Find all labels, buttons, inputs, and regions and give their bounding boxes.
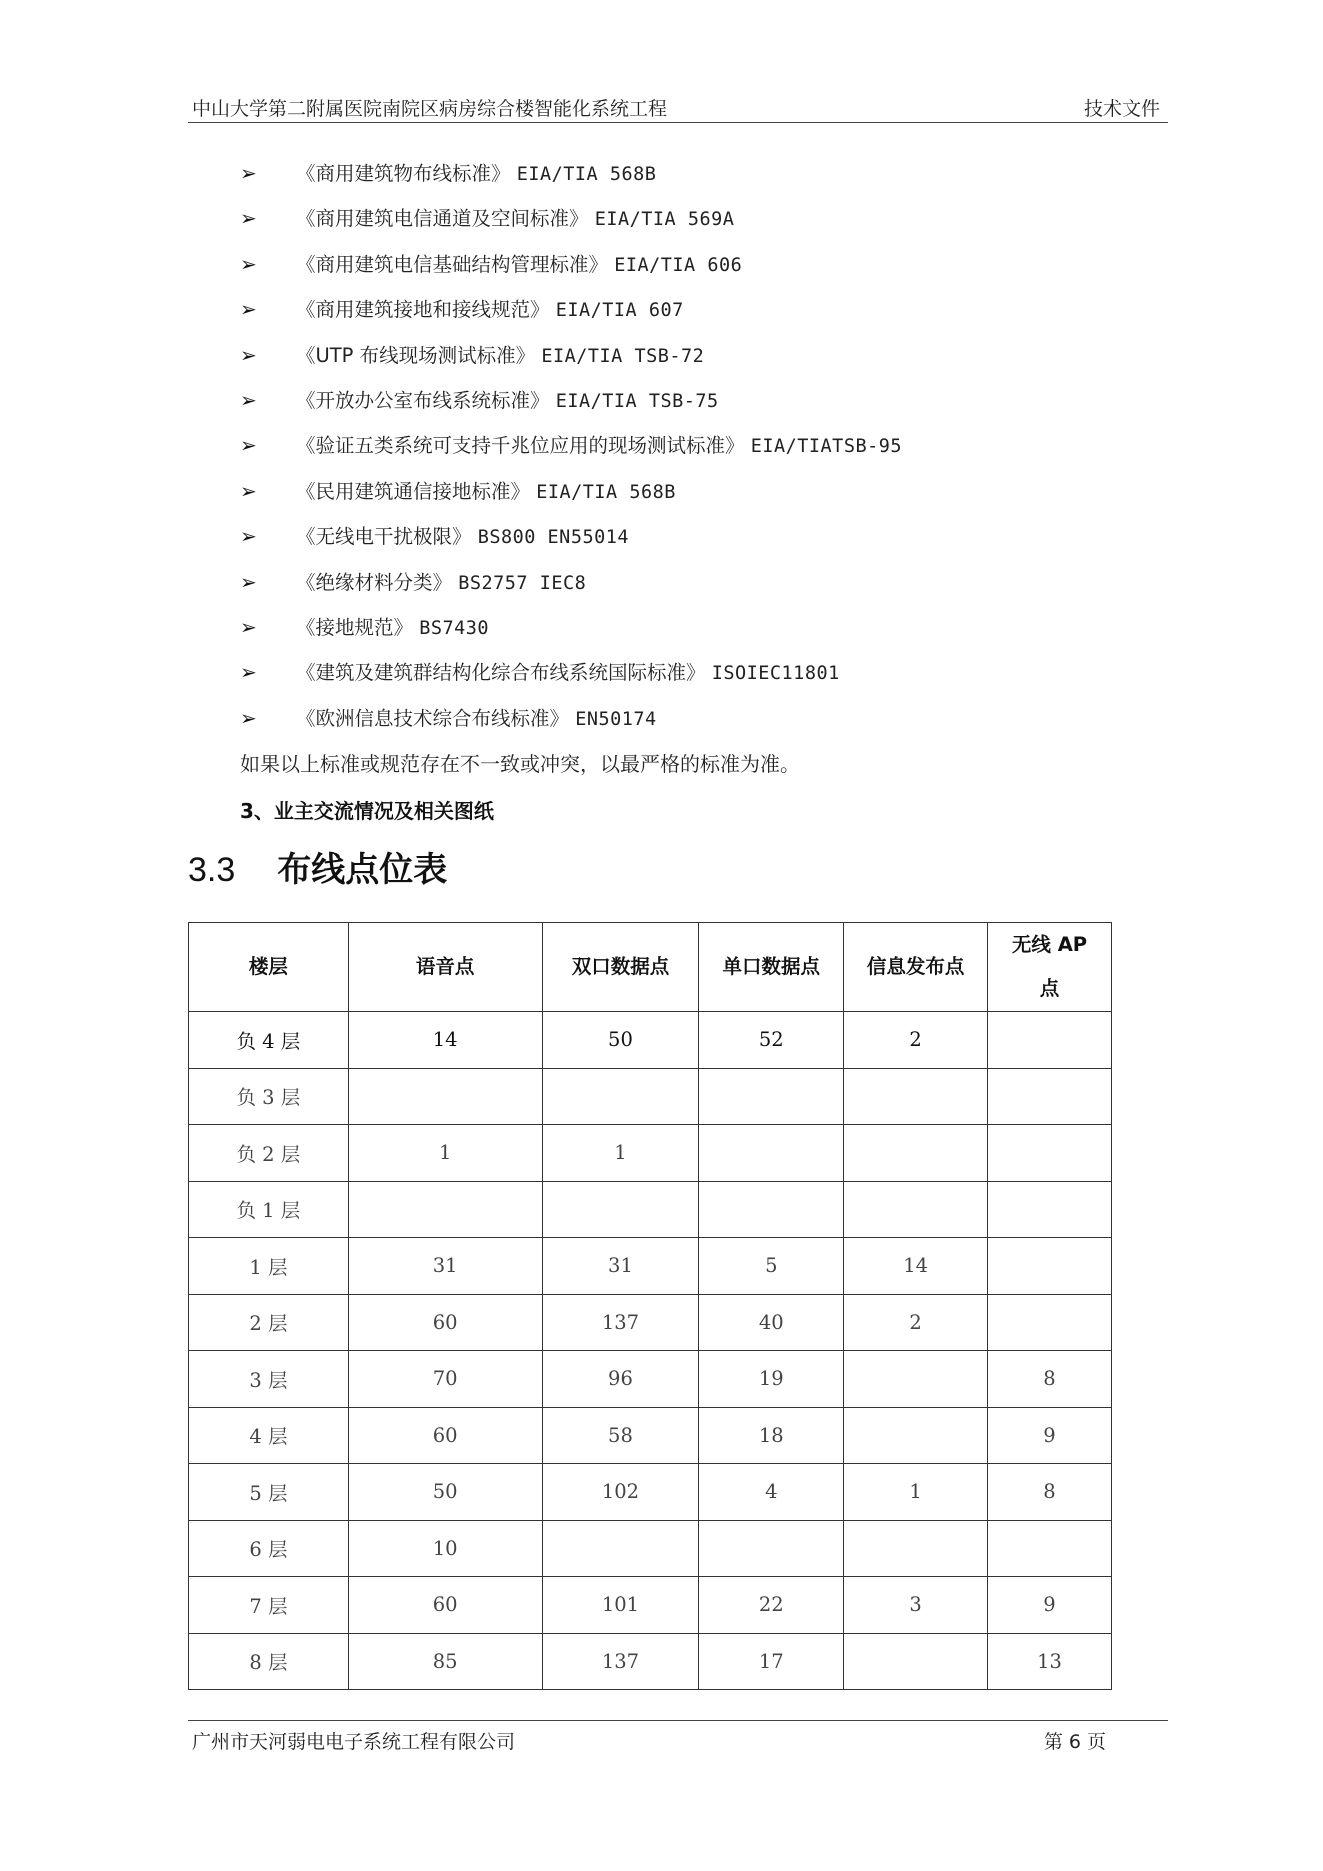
standard-item	[240, 609, 902, 654]
floor-cell: 8 层	[189, 1633, 349, 1690]
standard-item	[240, 654, 902, 699]
footer-page-number: 第 6 页	[1043, 1731, 1106, 1753]
bullet-arrow-icon: ➢	[240, 206, 257, 231]
standard-name: 《民用建筑通信接地标准》	[296, 479, 531, 503]
count-cell	[844, 1181, 988, 1238]
bullet-arrow-icon: ➢	[240, 342, 257, 367]
standard-name: 《商用建筑接地和接线规范》	[296, 298, 550, 322]
table-row	[189, 1351, 1112, 1408]
table-row	[189, 1633, 1112, 1690]
count-cell: 9	[988, 1407, 1112, 1464]
count-cell: 60	[348, 1407, 542, 1464]
section-number: 3.3	[188, 851, 236, 889]
count-cell	[542, 1520, 699, 1577]
count-cell: 70	[348, 1351, 542, 1408]
floor-cell: 1 层	[189, 1238, 349, 1295]
table-row	[189, 1068, 1112, 1125]
count-cell: 101	[542, 1577, 699, 1634]
floor-cell: 5 层	[189, 1464, 349, 1521]
count-cell: 31	[542, 1238, 699, 1295]
footer-company: 广州市天河弱电电子系统工程有限公司	[192, 1731, 516, 1753]
count-cell: 2	[844, 1012, 988, 1069]
wiring-points-table	[188, 922, 1112, 1690]
standard-code: BS2757 IEC8	[458, 572, 587, 594]
count-cell: 52	[699, 1012, 844, 1069]
count-cell	[988, 1520, 1112, 1577]
standard-code: BS800 EN55014	[477, 527, 630, 549]
bullet-arrow-icon: ➢	[240, 161, 257, 185]
count-cell	[699, 1520, 844, 1577]
standard-item	[240, 473, 902, 518]
count-cell	[988, 1294, 1112, 1351]
standard-name: 《开放办公室布线系统标准》	[296, 388, 550, 412]
page-header	[188, 92, 1168, 123]
col-header-wireless-ap-label: 无线 AP 点	[1011, 933, 1088, 1000]
page-footer	[188, 1720, 1168, 1755]
bullet-arrow-icon: ➢	[240, 614, 257, 639]
count-cell	[844, 1351, 988, 1408]
standard-name: 《商用建筑物布线标准》	[296, 162, 511, 185]
standard-item	[240, 700, 902, 745]
standard-name: 《验证五类系统可支持千兆位应用的现场测试标准》	[296, 434, 745, 458]
bullet-arrow-icon: ➢	[240, 705, 257, 730]
count-cell: 3	[844, 1577, 988, 1634]
col-header-dual-data: 双口数据点	[542, 923, 699, 1012]
count-cell	[988, 1181, 1112, 1238]
count-cell: 8	[988, 1351, 1112, 1408]
count-cell: 58	[542, 1407, 699, 1464]
col-header-voice: 语音点	[348, 923, 542, 1012]
floor-cell: 4 层	[189, 1407, 349, 1464]
count-cell	[988, 1012, 1112, 1069]
standard-name: 《UTP 布线现场测试标准》	[296, 343, 536, 367]
header-title: 中山大学第二附属医院南院区病房综合楼智能化系统工程	[192, 98, 668, 120]
standard-name: 《建筑及建筑群结构化综合布线系统国际标准》	[296, 661, 706, 685]
count-cell: 18	[699, 1407, 844, 1464]
bullet-arrow-icon: ➢	[240, 251, 257, 276]
standard-code: EIA/TIA 568B	[516, 164, 657, 185]
standards-list	[240, 155, 902, 745]
floor-cell: 负 2 层	[189, 1125, 349, 1182]
count-cell	[844, 1520, 988, 1577]
standard-item	[240, 246, 902, 291]
count-cell: 9	[988, 1577, 1112, 1634]
count-cell	[988, 1068, 1112, 1125]
count-cell: 96	[542, 1351, 699, 1408]
count-cell	[699, 1181, 844, 1238]
count-cell: 137	[542, 1294, 699, 1351]
count-cell	[348, 1068, 542, 1125]
count-cell	[988, 1238, 1112, 1295]
standard-item	[240, 337, 902, 382]
count-cell	[988, 1125, 1112, 1182]
bullet-arrow-icon: ➢	[240, 387, 257, 412]
count-cell: 19	[699, 1351, 844, 1408]
bullet-arrow-icon: ➢	[240, 478, 257, 503]
count-cell	[844, 1125, 988, 1182]
bullet-arrow-icon: ➢	[240, 524, 257, 549]
count-cell: 10	[348, 1520, 542, 1577]
count-cell: 102	[542, 1464, 699, 1521]
count-cell	[844, 1407, 988, 1464]
table-row	[189, 1407, 1112, 1464]
standard-code: EIA/TIA 569A	[594, 209, 735, 231]
count-cell: 22	[699, 1577, 844, 1634]
count-cell: 85	[348, 1633, 542, 1690]
count-cell	[844, 1068, 988, 1125]
count-cell: 13	[988, 1633, 1112, 1690]
col-header-floor: 楼层	[189, 923, 349, 1012]
table-row	[189, 1125, 1112, 1182]
standard-item	[240, 382, 902, 427]
bullet-arrow-icon: ➢	[240, 297, 257, 322]
bullet-arrow-icon: ➢	[240, 660, 257, 685]
count-cell	[542, 1181, 699, 1238]
count-cell: 1	[348, 1125, 542, 1182]
floor-cell: 负 4 层	[189, 1012, 349, 1069]
floor-cell: 负 3 层	[189, 1068, 349, 1125]
count-cell: 1	[542, 1125, 699, 1182]
standard-code: ISOIEC11801	[711, 663, 840, 685]
table-row	[189, 1181, 1112, 1238]
count-cell	[699, 1125, 844, 1182]
precedence-note: 如果以上标准或规范存在不一致或冲突，以最严格的标准为准。	[240, 752, 800, 776]
count-cell: 2	[844, 1294, 988, 1351]
count-cell: 5	[699, 1238, 844, 1295]
table-row	[189, 1294, 1112, 1351]
floor-cell: 2 层	[189, 1294, 349, 1351]
standard-name: 《商用建筑电信基础结构管理标准》	[296, 252, 609, 276]
count-cell: 60	[348, 1294, 542, 1351]
header-doc-type: 技术文件	[1083, 98, 1160, 120]
standard-name: 《接地规范》	[296, 615, 414, 639]
bullet-arrow-icon: ➢	[240, 569, 257, 594]
section-title	[188, 842, 447, 891]
standard-code: EIA/TIA 568B	[536, 481, 676, 503]
count-cell	[542, 1068, 699, 1125]
standard-name: 《无线电干扰极限》	[296, 525, 472, 549]
standard-code: BS7430	[419, 617, 490, 639]
col-header-single-data: 单口数据点	[699, 923, 844, 1012]
standard-code: EIA/TIA 606	[614, 254, 743, 276]
col-header-info-release: 信息发布点	[844, 923, 988, 1012]
section-heading: 布线点位表	[277, 850, 448, 890]
table-header-row	[189, 923, 1112, 1012]
standard-name: 《商用建筑电信通道及空间标准》	[296, 207, 589, 231]
count-cell: 8	[988, 1464, 1112, 1521]
count-cell: 4	[699, 1464, 844, 1521]
count-cell: 31	[348, 1238, 542, 1295]
table-row	[189, 1577, 1112, 1634]
table-row	[189, 1012, 1112, 1069]
floor-cell: 6 层	[189, 1520, 349, 1577]
table-row	[189, 1464, 1112, 1521]
count-cell: 14	[348, 1012, 542, 1069]
count-cell: 1	[844, 1464, 988, 1521]
standard-code: EIA/TIA TSB-75	[555, 390, 719, 412]
table-row	[189, 1520, 1112, 1577]
count-cell	[699, 1068, 844, 1125]
floor-cell: 3 层	[189, 1351, 349, 1408]
standard-item	[240, 564, 902, 609]
standard-name: 《绝缘材料分类》	[296, 570, 453, 594]
count-cell: 14	[844, 1238, 988, 1295]
table-body	[189, 1012, 1112, 1690]
count-cell: 40	[699, 1294, 844, 1351]
floor-cell: 负 1 层	[189, 1181, 349, 1238]
count-cell: 60	[348, 1577, 542, 1634]
count-cell: 50	[348, 1464, 542, 1521]
count-cell: 137	[542, 1633, 699, 1690]
standard-code: EIA/TIATSB-95	[750, 436, 903, 458]
standard-item	[240, 155, 902, 200]
count-cell	[844, 1633, 988, 1690]
subheading: 3、业主交流情况及相关图纸	[240, 799, 494, 823]
count-cell: 50	[542, 1012, 699, 1069]
standard-code: EIA/TIA TSB-72	[541, 345, 705, 367]
standard-code: EIA/TIA 607	[555, 300, 684, 322]
col-header-wireless-ap	[988, 923, 1112, 1012]
bullet-arrow-icon: ➢	[240, 433, 257, 458]
standard-item	[240, 200, 902, 245]
count-cell: 17	[699, 1633, 844, 1690]
standard-item	[240, 427, 902, 472]
count-cell	[348, 1181, 542, 1238]
standard-code: EN50174	[575, 708, 657, 730]
standard-item	[240, 518, 902, 563]
table-row	[189, 1238, 1112, 1295]
floor-cell: 7 层	[189, 1577, 349, 1634]
standard-item	[240, 291, 902, 336]
standard-name: 《欧洲信息技术综合布线标准》	[296, 706, 570, 730]
